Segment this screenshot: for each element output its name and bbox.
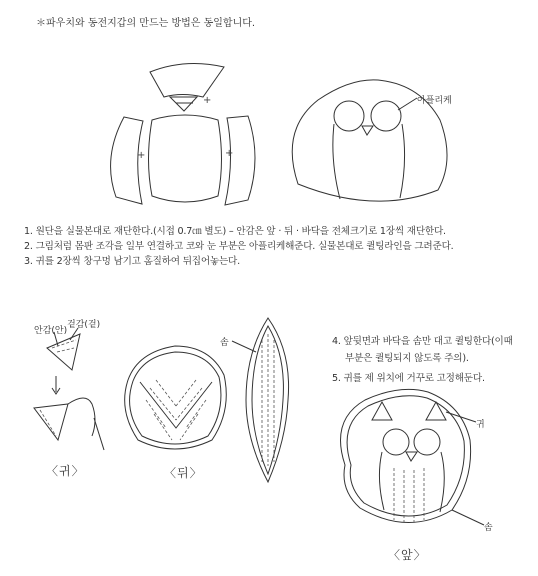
plus-mark: +: [225, 148, 234, 159]
top-fan-piece: [150, 63, 224, 97]
quilt-line: [176, 380, 196, 406]
label-applique: 아플리케: [417, 96, 452, 106]
label-ear: 귀: [476, 420, 485, 430]
plus-mark: +: [137, 150, 146, 161]
ear-stitch: [40, 410, 56, 436]
step-2: 2. 그림처럼 몸판 조각을 일부 연결하고 코와 눈 부분은 아플리케해준다. 실물본대로 퀼팅라인을 그려준다.: [24, 241, 454, 252]
ear-diagram: [34, 328, 104, 450]
ear-triangle: [47, 334, 80, 370]
quilt-line: [180, 414, 198, 440]
label-outer: 겉감(겉): [67, 320, 101, 330]
quilt-line: [156, 380, 176, 406]
quilt-line: [176, 388, 202, 420]
label-lining: 안감(안): [34, 326, 68, 336]
bottom-piece-diagram: [232, 318, 289, 482]
caption-front: 〈앞〉: [388, 548, 427, 562]
left-ear: [372, 402, 392, 420]
quilt-line: [150, 388, 176, 420]
right-eye: [414, 429, 440, 455]
step-5: 5. 귀를 제 위치에 거꾸로 고정해둔다.: [332, 373, 485, 384]
ear-sewn: [34, 404, 68, 440]
beak: [406, 452, 417, 461]
left-eye: [334, 101, 364, 131]
leader-line: [452, 510, 484, 525]
right-side-piece: [225, 116, 255, 205]
step-3: 3. 귀를 2장씩 창구멍 남기고 홈질하여 뒤집어놓는다.: [24, 256, 240, 267]
step-4-cont: 부분은 퀼팅되지 않도록 주의).: [345, 353, 469, 364]
needle: [94, 418, 104, 450]
front-outline: [341, 389, 471, 522]
right-ear: [426, 402, 446, 420]
leader-line: [398, 98, 417, 110]
caption-back: 〈뒤〉: [164, 466, 203, 480]
label-cotton-front: 솜: [484, 523, 493, 533]
front-owl-diagram: [341, 389, 485, 525]
right-eye: [371, 101, 401, 131]
label-cotton: 솜: [220, 338, 229, 348]
plus-mark: +: [203, 95, 212, 106]
leader-line: [446, 412, 476, 422]
body-seam: [440, 452, 444, 512]
beak: [362, 126, 373, 135]
front-inner: [347, 396, 464, 516]
step-1: 1. 원단을 실물본대로 재단한다.(시접 0.7㎝ 별도) – 안감은 앞 · 뒤 · 바닥을 전체크기로 1장씩 재단한다.: [24, 226, 446, 237]
beak-piece: [170, 97, 197, 111]
back-piece-diagram: [125, 346, 227, 449]
body-seam: [400, 124, 405, 198]
ear-fold-line: [57, 348, 74, 352]
quilt-line: [154, 414, 172, 440]
thread: [68, 398, 95, 436]
leader-line: [232, 341, 256, 352]
back-inner: [130, 352, 221, 444]
body-seam: [333, 124, 340, 199]
center-body-piece: [149, 115, 222, 202]
step-4: 4. 앞뒷면과 바닥을 솜만 대고 퀼팅한다(이때: [332, 336, 513, 347]
note-text: ＊파우치와 동전지갑의 만드는 방법은 동일합니다.: [36, 18, 256, 29]
pattern-pieces: [111, 63, 255, 205]
body-seam: [379, 452, 384, 510]
left-eye: [383, 429, 409, 455]
caption-ear: 〈귀〉: [46, 464, 85, 478]
